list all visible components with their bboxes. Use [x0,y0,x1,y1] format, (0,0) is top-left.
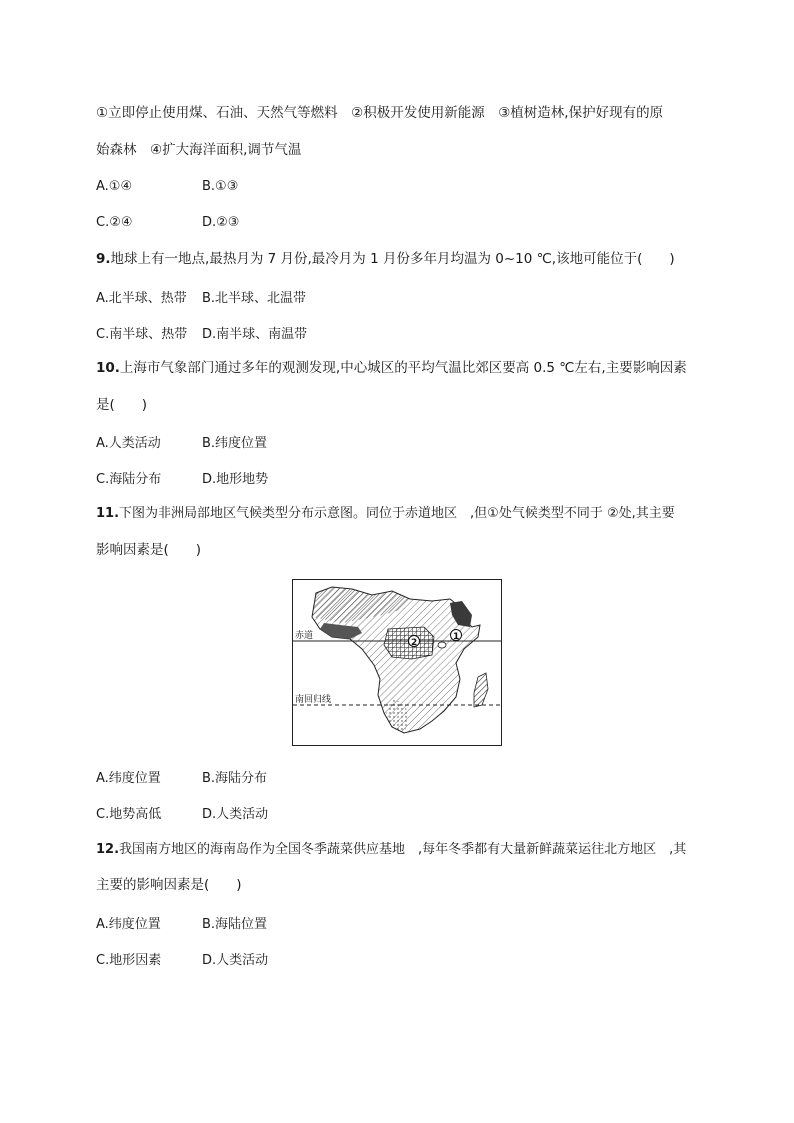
q11-number: 11. [96,506,120,521]
q12-option-b[interactable]: B.海陆位置 [202,917,268,932]
q9-option-b[interactable]: B.北半球、北温带 [202,291,307,306]
q10-question-line-1 [96,359,687,377]
q10-option-d[interactable]: D.地形地势 [202,472,269,487]
q10-question-line-2: 是( ) [96,397,148,413]
q8-option-d[interactable]: D.②③ [202,215,240,230]
lake [438,642,446,648]
q11-text: 下图为非洲局部地区气候类型分布示意图。同位于赤道地区 ,但①处气候类型不同于 ②处,其主要 [119,506,675,521]
q9-option-a[interactable]: A.北半球、热带 [96,291,187,306]
marker-2-label: 2 [411,638,418,648]
q12-option-c[interactable]: C.地形因素 [96,953,162,968]
q9-option-c[interactable]: C.南半球、热带 [96,327,188,342]
q12-question-line-1 [96,841,686,859]
q8-statement-line-1: ①立即停止使用煤、石油、天然气等燃料 ②积极开发使用新能源 ③植树造林,保护好现有的原 [96,105,664,121]
q8-option-c[interactable]: C.②④ [96,215,133,230]
q10-text: 上海市气象部门通过多年的观测发现,中心城区的平均气温比郊区要高 0.5 ℃左右,主要影响因素 [119,360,687,376]
q11-option-d[interactable]: D.人类活动 [202,807,269,822]
q11-option-a[interactable]: A.纬度位置 [96,771,161,786]
q11-option-c[interactable]: C.地势高低 [96,807,162,822]
q12-option-a[interactable]: A.纬度位置 [96,917,161,932]
q8-option-b[interactable]: B.①③ [202,179,239,194]
tropic-label: 南回归线 [295,695,332,705]
q10-option-b[interactable]: B.纬度位置 [202,436,268,451]
q9-number: 9. [96,251,111,267]
q12-number: 12. [96,842,120,857]
q8-statement-line-2: 始森林 ④扩大海洋面积,调节气温 [96,142,302,158]
q9-option-d[interactable]: D.南半球、南温带 [202,327,308,342]
equator-label: 赤道 [295,631,314,641]
marker-1-label: 1 [453,632,460,642]
q11-question-line-1 [96,505,675,523]
q12-option-d[interactable]: D.人类活动 [202,953,269,968]
q8-option-a[interactable]: A.①④ [96,179,133,194]
q10-number: 10. [96,360,120,376]
q11-option-b[interactable]: B.海陆分布 [202,771,268,786]
q9-question [96,250,675,268]
q10-option-a[interactable]: A.人类活动 [96,436,161,451]
q10-option-c[interactable]: C.海陆分布 [96,472,162,487]
q12-text: 我国南方地区的海南岛作为全国冬季蔬菜供应基地 ,每年冬季都有大量新鲜蔬菜运往北方地区 ,其 [119,842,687,857]
q11-question-line-2: 影响因素是( ) [96,542,202,558]
africa-climate-map [292,579,502,746]
q9-text: 地球上有一地点,最热月为 7 月份,最冷月为 1 月份多年月均温为 0~10 ℃,该地可能位于( ) [110,251,675,267]
q12-question-line-2: 主要的影响因素是( ) [96,877,242,893]
